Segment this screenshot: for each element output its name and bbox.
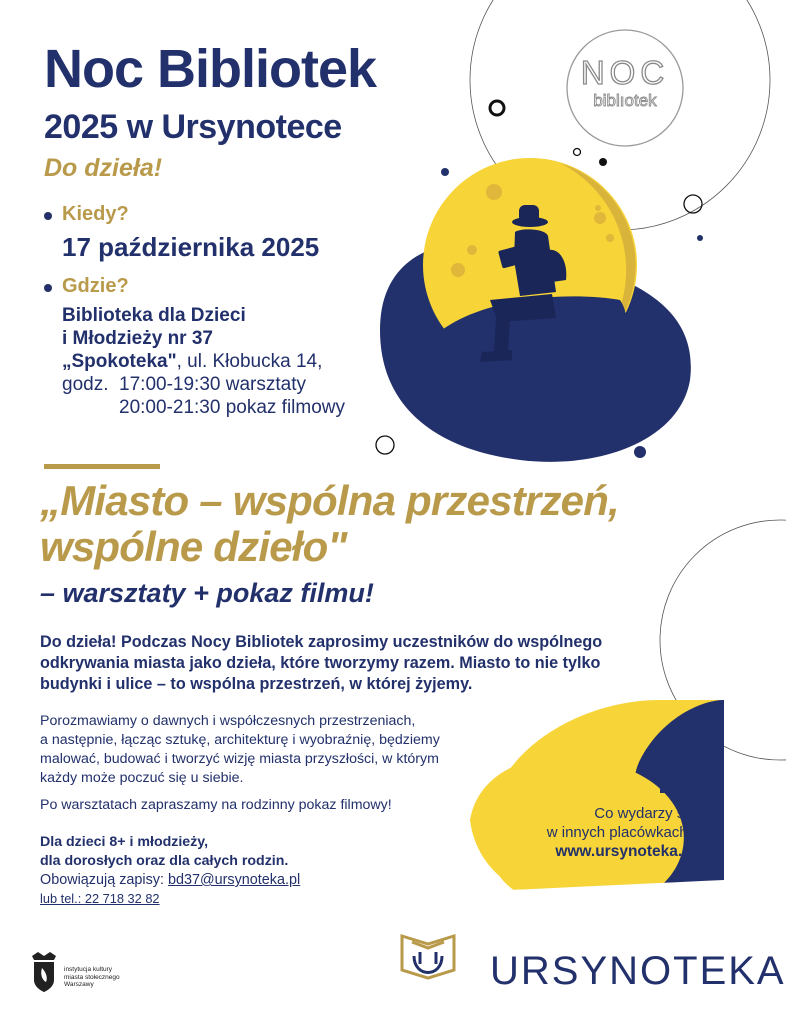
body-line1: Porozmawiamy o dawnych i współczesnych przestrzeniach, xyxy=(40,713,416,729)
institution-line2: miasta stołecznego xyxy=(64,973,120,981)
venue-address xyxy=(62,304,345,419)
institution-line1: instytucja kultury xyxy=(64,966,113,973)
venue-line3 xyxy=(62,350,345,373)
hours-line2: 20:00-21:30 pokaz filmowy xyxy=(119,397,346,418)
lead-line1: Do dzieła! Podczas Nocy Bibliotek zaprosimy uczestników do wspólnego xyxy=(40,633,603,651)
page-subtitle: 2025 w Ursynotece xyxy=(44,108,342,146)
event-format: – warsztaty + pokaz filmu! xyxy=(40,578,374,608)
audience-line2: dla dorosłych oraz dla całych rodzin. xyxy=(40,853,289,869)
warsaw-coat-of-arms-icon xyxy=(30,950,58,994)
venue-line1: Biblioteka dla Dzieci xyxy=(62,305,246,326)
noc-logo-line1: NOC xyxy=(580,54,670,91)
bullet-where xyxy=(44,284,52,292)
venue-name: „Spokoteka" xyxy=(62,351,177,372)
noc-bibliotek-logo xyxy=(567,55,683,111)
hours-line1: godz. 17:00-19:30 warsztaty xyxy=(62,374,306,395)
event-title-line1: „Miasto – wspólna przestrzeń, xyxy=(40,477,619,524)
tagline: Do dzieła! xyxy=(44,154,163,182)
page-title: Noc Bibliotek xyxy=(44,39,377,99)
lead-line3: budynki i ulice – to wspólna przestrzeń, w której żyjemy. xyxy=(40,675,473,693)
other-events-line2: w innych placówkach? xyxy=(546,824,696,841)
film-invite: Po warsztatach zapraszamy na rodzinny pokaz filmowy! xyxy=(40,797,392,813)
signup-email-link[interactable]: bd37@ursynoteka.pl xyxy=(167,872,301,888)
gold-divider xyxy=(44,464,160,469)
event-date: 17 października 2025 xyxy=(62,232,320,262)
lead-paragraph xyxy=(40,632,640,695)
event-title-line2: wspólne dzieło" xyxy=(40,523,347,570)
audience-info xyxy=(40,833,288,871)
body-line4: każdy może poczuć się u siebie. xyxy=(40,770,244,786)
institution-label xyxy=(64,966,120,989)
event-title xyxy=(40,478,619,570)
navy-dash xyxy=(660,789,696,793)
ursynoteka-brand: URSYNOTEKA xyxy=(490,949,786,993)
bullet-when xyxy=(44,212,52,220)
where-label: Gdzie? xyxy=(62,275,129,297)
body-paragraph xyxy=(40,712,470,788)
phone-info xyxy=(40,891,160,906)
website-link[interactable]: www.ursynoteka.pl xyxy=(555,843,696,860)
other-events-line1: Co wydarzy się xyxy=(594,805,696,822)
institution-line3: Warszawy xyxy=(64,981,94,988)
signup-prefix: Obowiązują zapisy: xyxy=(40,872,168,888)
signup-info xyxy=(40,872,300,888)
other-events xyxy=(547,804,696,861)
when-label: Kiedy? xyxy=(62,203,129,225)
body-line3: malować, budować i tworzyć wizję miasta przyszłości, w którym xyxy=(40,751,439,767)
audience-line1: Dla dzieci 8+ i młodzieży, xyxy=(40,834,209,850)
ursynoteka-emblem-icon xyxy=(398,934,460,982)
noc-logo-line2: biblıotek xyxy=(593,91,657,110)
lead-line2: odkrywania miasta jako dzieła, które tworzymy razem. Miasto to nie tylko xyxy=(40,654,601,672)
venue-street: , ul. Kłobucka 14, xyxy=(176,351,323,372)
phone-prefix: lub tel.: xyxy=(40,891,85,906)
body-line2: a następnie, łącząc sztukę, architekturę i wyobraźnię, będziemy xyxy=(40,732,440,748)
venue-line2: i Młodzieży nr 37 xyxy=(62,328,213,349)
phone-link[interactable]: 22 718 32 82 xyxy=(84,891,160,906)
